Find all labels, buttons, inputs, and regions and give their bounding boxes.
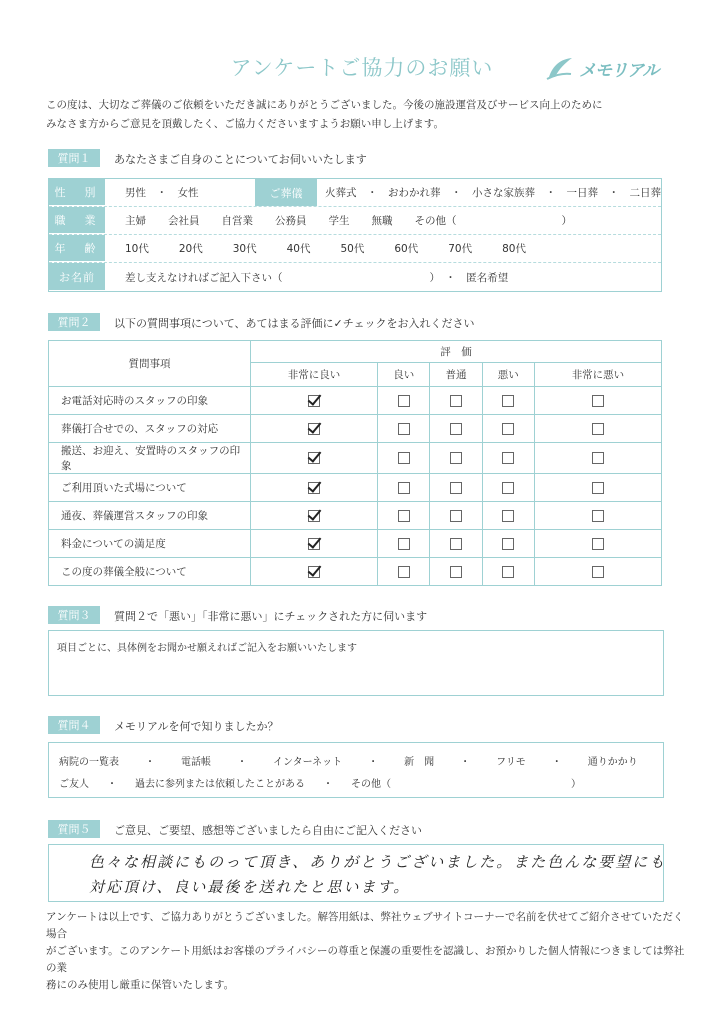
handwritten-comment-line: 色々な相談にものって頂き、ありがとうございました。また色んな要望にも <box>89 853 667 871</box>
separator: ・ <box>368 756 379 768</box>
job-options <box>105 213 572 228</box>
rating-row <box>49 415 662 443</box>
checked-checkbox[interactable] <box>308 423 320 435</box>
age-option[interactable]: 70代 <box>448 243 473 255</box>
checkbox[interactable] <box>450 510 462 522</box>
rating-header: 非常に良い <box>251 363 378 387</box>
q2-table <box>48 340 662 586</box>
checkbox[interactable] <box>502 395 514 407</box>
checkbox[interactable] <box>450 452 462 464</box>
source-option[interactable]: 通りかかり <box>587 756 638 768</box>
job-option[interactable]: 主婦 <box>125 215 146 227</box>
age-options <box>105 241 526 256</box>
source-option[interactable]: インターネット <box>273 756 343 768</box>
checked-checkbox[interactable] <box>308 538 320 550</box>
gender-label: 性 別 <box>49 179 105 206</box>
gender-options[interactable]: 男性 ・ 女性 <box>125 187 199 199</box>
checkbox[interactable] <box>502 566 514 578</box>
rating-cell <box>251 530 378 558</box>
age-row <box>49 235 661 263</box>
gender-row <box>49 179 661 207</box>
checkbox[interactable] <box>398 452 410 464</box>
intro-line: この度は、大切なご葬儀のご依頼をいただき誠にありがとうございました。今後の施設運営及びサービス向上のために <box>46 99 603 111</box>
rating-cell <box>430 530 482 558</box>
rating-cell <box>251 415 378 443</box>
rating-cell <box>482 558 534 586</box>
separator: ・ <box>107 778 117 790</box>
rating-cell <box>534 415 661 443</box>
source-option[interactable]: 新 聞 <box>404 756 435 768</box>
rating-cell <box>482 443 534 474</box>
checkbox[interactable] <box>592 510 604 522</box>
separator: ・ <box>551 756 562 768</box>
rating-cell <box>251 443 378 474</box>
name-row <box>49 263 661 291</box>
age-option[interactable]: 20代 <box>178 243 203 255</box>
intro-text <box>46 96 686 134</box>
q3-question: 質問２で「悪い」「非常に悪い」にチェックされた方に伺います <box>114 610 428 623</box>
name-field[interactable]: 差し支えなければご記入下さい（ ） ・ 匿名希望 <box>125 271 509 284</box>
checkbox[interactable] <box>592 482 604 494</box>
rating-header: 普通 <box>430 363 482 387</box>
checkbox[interactable] <box>502 423 514 435</box>
job-row <box>49 207 661 235</box>
separator: ・ <box>237 756 247 768</box>
age-option[interactable]: 80代 <box>502 243 526 255</box>
q5-answer-box[interactable] <box>48 844 667 902</box>
q4-options-box <box>48 742 664 798</box>
rating-cell <box>430 387 482 415</box>
checkbox[interactable] <box>502 482 514 494</box>
rating-cell <box>430 558 482 586</box>
rating-header: 悪い <box>482 363 534 387</box>
name-label: お名前 <box>49 263 105 291</box>
checkbox[interactable] <box>398 482 410 494</box>
age-option[interactable]: 10代 <box>125 243 149 255</box>
rating-cell <box>482 415 534 443</box>
rating-cell <box>378 502 430 530</box>
age-label: 年 齢 <box>49 235 105 262</box>
checked-checkbox[interactable] <box>308 482 320 494</box>
question-item: お電話対応時のスタッフの印象 <box>49 387 251 415</box>
footer-line: がございます。このアンケート用紙はお客様のプライバシーの尊重と保護の重要性を認識し、お預かりした個人情報につきましては弊社の業 <box>46 945 685 974</box>
checkbox[interactable] <box>450 538 462 550</box>
q4-options-line1 <box>59 749 653 771</box>
rating-cell <box>534 502 661 530</box>
source-option[interactable]: 電話帳 <box>181 756 211 768</box>
rating-cell <box>378 558 430 586</box>
q4-options-line2 <box>59 771 653 793</box>
question-item: 料金についての満足度 <box>49 530 251 558</box>
funeral-options[interactable]: 火葬式 ・ おわかれ葬 ・ 小さな家族葬 ・ 一日葬 ・ 二日葬 <box>325 187 661 199</box>
checkbox[interactable] <box>398 510 410 522</box>
col-eval-header: 評 価 <box>251 341 662 363</box>
question-item: この度の葬儀全般について <box>49 558 251 586</box>
source-option[interactable]: ご友人 <box>59 778 89 790</box>
checkbox[interactable] <box>502 452 514 464</box>
checkbox[interactable] <box>592 538 604 550</box>
checkbox[interactable] <box>502 510 514 522</box>
age-option[interactable]: 30代 <box>232 243 257 255</box>
q5-label: 質問５ <box>48 820 100 838</box>
q2-label: 質問２ <box>48 313 100 331</box>
checkbox[interactable] <box>450 423 462 435</box>
checkbox[interactable] <box>398 423 410 435</box>
rating-row <box>49 443 662 474</box>
checkbox[interactable] <box>592 395 604 407</box>
q3-answer-box[interactable] <box>48 630 664 696</box>
q1-label: 質問１ <box>48 149 100 167</box>
job-option[interactable]: 会社員 <box>168 215 200 227</box>
q5-question: ご意見、ご要望、感想等ございましたら自由にご記入ください <box>114 824 422 837</box>
rating-row <box>49 530 662 558</box>
checkbox[interactable] <box>592 423 604 435</box>
q1-question: あなたさまご自身のことについてお伺いいたします <box>114 153 367 166</box>
job-option[interactable]: 公務員 <box>275 215 307 227</box>
separator: ・ <box>460 756 471 768</box>
rating-row <box>49 502 662 530</box>
job-option[interactable]: その他（ ） <box>414 215 572 227</box>
job-option[interactable]: 学生 <box>328 215 350 227</box>
rating-cell <box>251 502 378 530</box>
question-item: 搬送、お迎え、安置時のスタッフの印象 <box>49 443 251 474</box>
rating-cell <box>534 558 661 586</box>
col-item-header: 質問事項 <box>49 341 251 387</box>
age-option[interactable]: 40代 <box>286 243 311 255</box>
rating-row <box>49 558 662 586</box>
footer-line: 務にのみ使用し厳重に保管いたします。 <box>46 979 235 991</box>
rating-cell <box>251 474 378 502</box>
handwritten-comment-line: 対応頂け、良い最後を送れたと思います。 <box>89 878 411 896</box>
company-logo <box>545 55 665 81</box>
q3-label: 質問３ <box>48 606 100 624</box>
question-item: ご利用頂いた式場について <box>49 474 251 502</box>
checkbox[interactable] <box>592 566 604 578</box>
rating-cell <box>378 415 430 443</box>
checked-checkbox[interactable] <box>308 395 320 407</box>
rating-cell <box>251 558 378 586</box>
rating-header: 良い <box>378 363 430 387</box>
checkbox[interactable] <box>450 482 462 494</box>
q1-table <box>48 178 662 292</box>
rating-cell <box>378 530 430 558</box>
source-option[interactable]: フリモ <box>496 756 526 768</box>
rating-cell <box>482 387 534 415</box>
separator: ・ <box>323 778 333 790</box>
source-option[interactable]: 過去に参列または依頼したことがある <box>135 778 305 790</box>
rating-cell <box>430 443 482 474</box>
rating-cell <box>378 474 430 502</box>
source-option[interactable]: その他（ ） <box>351 778 581 790</box>
checkbox[interactable] <box>450 566 462 578</box>
rating-cell <box>251 387 378 415</box>
rating-cell <box>482 530 534 558</box>
rating-cell <box>482 474 534 502</box>
rating-cell <box>430 415 482 443</box>
q2-question: 以下の質問事項について、あてはまる評価に✓チェックをお入れください <box>114 317 475 330</box>
rating-cell <box>430 502 482 530</box>
checked-checkbox[interactable] <box>308 452 320 464</box>
funeral-label: ご葬儀 <box>255 179 317 206</box>
q3-box-instruction: 項目ごとに、具体例をお聞かせ願えればご記入をお願いいたします <box>57 643 357 654</box>
checkbox[interactable] <box>398 566 410 578</box>
rating-row <box>49 474 662 502</box>
page-title: アンケートご協力のお願い <box>230 56 494 80</box>
checkbox[interactable] <box>450 395 462 407</box>
rating-cell <box>534 530 661 558</box>
footer-line: アンケートは以上です、ご協力ありがとうございました。解答用紙は、弊社ウェブサイトコーナーで名前を伏せてご紹介させていただく場合 <box>46 911 684 940</box>
q4-question: メモリアルを何で知りましたか？ <box>114 720 279 733</box>
checkbox[interactable] <box>502 538 514 550</box>
rating-header: 非常に悪い <box>534 363 661 387</box>
footer-notice <box>46 909 686 994</box>
source-option[interactable]: 病院の一覧表 <box>59 756 119 768</box>
job-option[interactable]: 自営業 <box>221 215 253 227</box>
job-label: 職 業 <box>49 207 105 234</box>
checkbox[interactable] <box>398 395 410 407</box>
logo-text: メモリアル <box>579 60 659 81</box>
q4-label: 質問４ <box>48 716 100 734</box>
age-option[interactable]: 50代 <box>340 243 365 255</box>
rating-cell <box>378 387 430 415</box>
rating-cell <box>534 443 661 474</box>
rating-cell <box>534 387 661 415</box>
separator: ・ <box>145 756 155 768</box>
rating-cell <box>378 443 430 474</box>
checkbox[interactable] <box>592 452 604 464</box>
checked-checkbox[interactable] <box>308 510 320 522</box>
intro-line: みなさま方からご意見を頂戴したく、ご協力くださいますようお願い申し上げます。 <box>46 118 444 130</box>
age-option[interactable]: 60代 <box>394 243 419 255</box>
rating-cell <box>430 474 482 502</box>
job-option[interactable]: 無職 <box>371 215 393 227</box>
leaf-logo-icon <box>545 55 575 81</box>
rating-cell <box>534 474 661 502</box>
question-item: 通夜、葬儀運営スタッフの印象 <box>49 502 251 530</box>
rating-cell <box>482 502 534 530</box>
checked-checkbox[interactable] <box>308 566 320 578</box>
question-item: 葬儀打合せでの、スタッフの対応 <box>49 415 251 443</box>
checkbox[interactable] <box>398 538 410 550</box>
rating-row <box>49 387 662 415</box>
